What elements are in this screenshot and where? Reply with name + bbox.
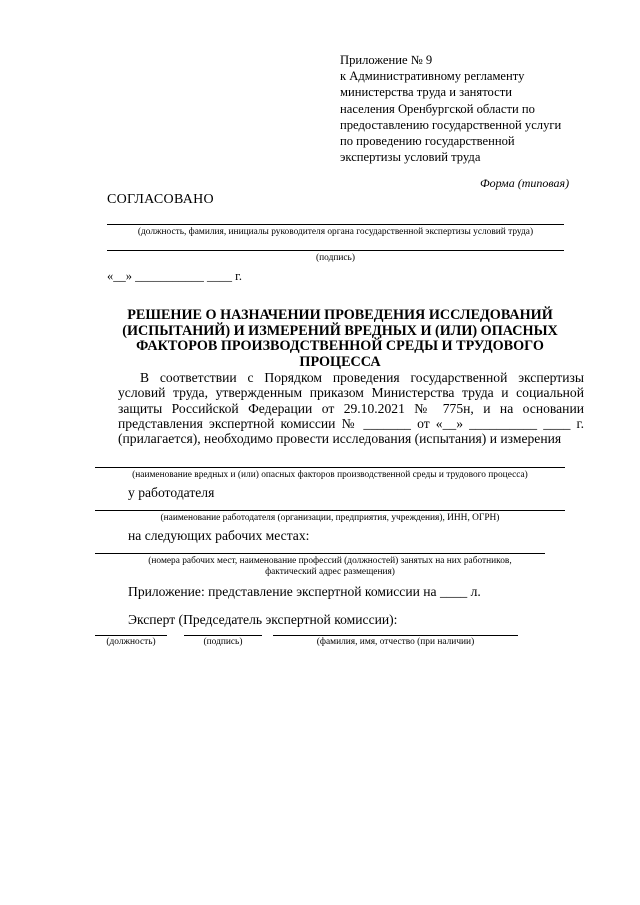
expert-label: Эксперт (Председатель экспертной комиссии): xyxy=(128,612,398,627)
appendix-line: предоставлению государственной услуги xyxy=(340,117,562,132)
signature-field-line[interactable] xyxy=(107,250,564,251)
body-paragraph xyxy=(118,370,584,446)
expert-position-caption: (должность) xyxy=(106,637,156,647)
factors-field-line[interactable] xyxy=(95,467,565,468)
appendix-line: министерства труда и занятости xyxy=(340,85,512,100)
expert-signature-line[interactable] xyxy=(184,635,262,636)
signature-caption: (подпись) xyxy=(316,253,355,263)
appendix-block xyxy=(340,52,590,165)
agreed-heading: СОГЛАСОВАНО xyxy=(107,192,214,207)
appendix-line: по проведению государственной xyxy=(340,134,515,149)
position-caption: (должность, фамилия, инициалы руководителя органа государственной экспертизы условий труда) xyxy=(137,227,534,237)
employer-field-line[interactable] xyxy=(95,510,565,511)
agreed-date-line: «__» ___________ ____ г. xyxy=(107,269,242,283)
position-field-line[interactable] xyxy=(107,224,564,225)
appendix-line: населения Оренбургской области по xyxy=(340,101,535,116)
appendix-line: Приложение № 9 xyxy=(340,53,433,67)
workplaces-label: на следующих рабочих местах: xyxy=(128,528,310,543)
attachment-line: Приложение: представление экспертной комиссии на ____ л. xyxy=(128,584,481,599)
employer-label: у работодателя xyxy=(128,485,215,500)
expert-position-line[interactable] xyxy=(95,635,167,636)
appendix-line: экспертизы условий труда xyxy=(340,150,481,165)
body-text: В соответствии с Порядком проведения государственной экспертизы условий труда, утвержденным приказом Министерства труда и социальной защиты Российской Федерации от 29.10.2021 № 775н, и на основании представления экспертной комиссии № _______ от «__» __________ ____ г. (прилагается), необходимо провести исследования (испытания) и измерения xyxy=(118,370,584,447)
workplaces-caption-2: фактический адрес размещения) xyxy=(265,567,395,577)
factors-caption: (наименование вредных и (или) опасных факторов производственной среды и трудового процесса) xyxy=(132,470,528,480)
expert-name-caption: (фамилия, имя, отчество (при наличии) xyxy=(316,637,475,647)
document-title: РЕШЕНИЕ О НАЗНАЧЕНИИ ПРОВЕДЕНИЯ ИССЛЕДОВАНИЙ (ИСПЫТАНИЙ) И ИЗМЕРЕНИЙ ВРЕДНЫХ И (ИЛИ) ОПАСНЫХ ФАКТОРОВ ПРОИЗВОДСТВЕННОЙ СРЕДЫ И ТРУДОВОГО ПРОЦЕССА xyxy=(122,307,558,370)
expert-name-line[interactable] xyxy=(273,635,518,636)
form-type-note: Форма (типовая) xyxy=(480,176,570,190)
workplaces-caption-1: (номера рабочих мест, наименование профессий (должностей) занятых на них работников, xyxy=(148,556,512,566)
employer-caption: (наименование работодателя (организации, предприятия, учреждения), ИНН, ОГРН) xyxy=(160,513,500,523)
appendix-line: к Административному регламенту xyxy=(340,69,525,84)
expert-signature-caption: (подпись) xyxy=(203,637,243,647)
workplaces-field-line[interactable] xyxy=(95,553,545,554)
